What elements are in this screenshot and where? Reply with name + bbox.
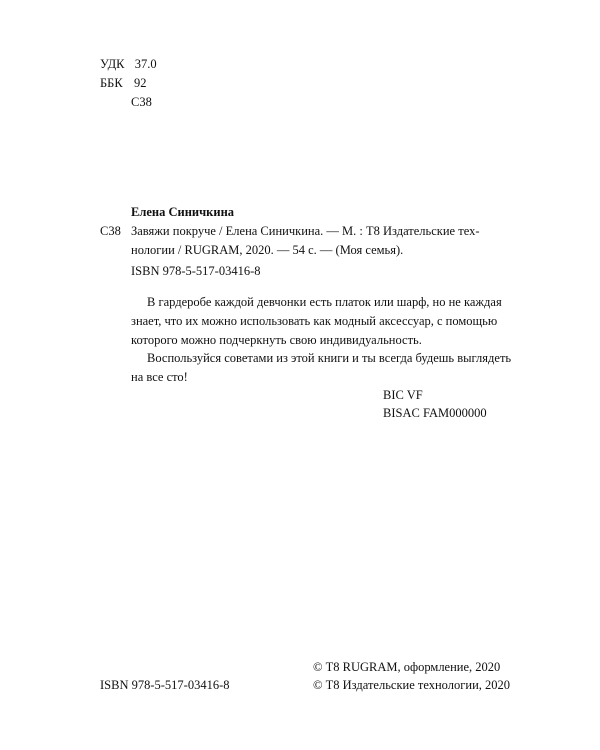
bisac-code: BISAC FAM000000 xyxy=(383,406,487,420)
record-mark: С38 xyxy=(100,224,121,238)
annotation-p2-line-1: Воспользуйся советами из этой книги и ты всегда будешь выглядеть xyxy=(147,351,512,365)
record-author: Елена Синичкина xyxy=(131,205,235,219)
annotation-p1-line-3: которого можно подчеркнуть свою индивидуальность. xyxy=(131,333,422,347)
bic-code: BIC VF xyxy=(383,388,423,402)
record-title-line-2: нологии / RUGRAM, 2020. — 54 с. — (Моя семья). xyxy=(131,243,404,257)
bbk-label: ББК xyxy=(100,76,123,90)
copyright-design: © Т8 RUGRAM, оформление, 2020 xyxy=(313,660,501,674)
udk-value: 37.0 xyxy=(134,57,157,71)
footer-isbn: ISBN 978-5-517-03416-8 xyxy=(100,678,230,692)
annotation-p1-line-1: В гардеробе каждой девчонки есть платок или шарф, но не каждая xyxy=(147,295,502,309)
bbk-line xyxy=(100,76,146,91)
record-isbn: ISBN 978-5-517-03416-8 xyxy=(131,264,261,278)
bbk-value: 92 xyxy=(133,76,147,90)
author-mark-top: С38 xyxy=(131,95,152,109)
annotation-p2-line-2: на все сто! xyxy=(131,370,188,384)
annotation-p1-line-2: знает, что их можно использовать как модный аксессуар, с помощью xyxy=(131,314,498,328)
udk-line xyxy=(100,57,157,72)
udk-label: УДК xyxy=(100,57,125,71)
record-title-line-1: Завяжи покруче / Елена Синичкина. — М. : Т8 Издательские тех- xyxy=(131,224,480,238)
copyright-publisher: © Т8 Издательские технологии, 2020 xyxy=(313,678,511,692)
